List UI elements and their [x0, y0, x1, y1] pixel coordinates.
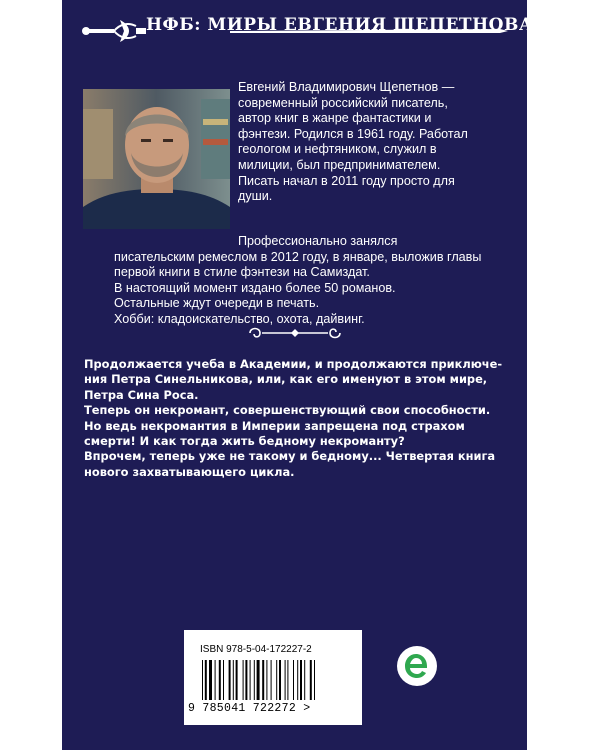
bio-line: милиции, был предпринимателем.	[238, 157, 441, 172]
bio-line: Евгений Владимирович Щепетнов —	[238, 80, 455, 94]
bio-line: Хобби: кладоискательство, охота, дайвинг.	[114, 311, 365, 326]
barcode-bar	[257, 660, 260, 700]
bio-line: автор книг в жанре фантастики и	[238, 111, 432, 126]
bio-line: современный российский писатель,	[238, 95, 448, 110]
annotation-line: Продолжается учеба в Академии, и продолжаются приключе-	[84, 357, 503, 371]
author-bio	[238, 80, 518, 205]
barcode-bar	[300, 660, 302, 700]
bio-line: писательским ремеслом в 2012 году, в январе, выложив главы	[114, 249, 482, 264]
annotation-line: ния Петра Синельникова, или, как его именуют в этом мире,	[84, 372, 488, 387]
barcode-bar	[219, 660, 221, 700]
barcode	[202, 660, 340, 700]
barcode-bar	[245, 660, 247, 700]
barcode-bar	[314, 660, 315, 700]
barcode-bar	[250, 660, 251, 700]
bio-line: души.	[238, 189, 273, 204]
isbn-barcode-block	[184, 630, 362, 725]
annotation-line: нового захватывающего цикла.	[84, 464, 295, 479]
annotation-line: Петра Сина Роса.	[84, 387, 199, 402]
barcode-bar	[297, 660, 298, 700]
barcode-bar	[243, 660, 244, 700]
barcode-bar	[271, 660, 272, 700]
series-banner	[62, 12, 534, 46]
barcode-digits: 9 785041 722272 >	[188, 702, 311, 715]
bio-line: Остальные ждут очереди в печать.	[114, 296, 320, 311]
bio-line: фэнтези. Родился в 1961 году. Работал	[238, 126, 468, 141]
barcode-bar	[304, 660, 305, 700]
bio-line: В настоящий момент издано более 50 романов.	[114, 280, 396, 295]
author-photo	[83, 89, 230, 229]
annotation-line: Впрочем, теперь уже не такому и бедному... Четвертая книга	[84, 449, 496, 464]
barcode-bar	[293, 660, 294, 700]
barcode-bar	[215, 660, 216, 700]
back-cover	[62, 0, 534, 750]
barcode-bar	[287, 660, 288, 700]
barcode-bar	[266, 660, 267, 700]
barcode-bar	[310, 660, 312, 700]
barcode-bar	[205, 660, 207, 700]
series-title: НФБ: МИРЫ ЕВГЕНИЯ ЩЕПЕТНОВА	[146, 15, 534, 35]
bio-line: геологом и нефтяником, служил в	[238, 142, 437, 157]
barcode-bar	[279, 660, 281, 700]
barcode-bar	[209, 660, 212, 700]
barcode-bar	[233, 660, 234, 700]
eksmo-logo-icon	[396, 645, 438, 687]
barcode-bar	[236, 660, 238, 700]
barcode-bar	[223, 660, 224, 700]
annotation-line: смерти! И как тогда жить бедному некроманту?	[84, 434, 405, 449]
barcode-bar	[229, 660, 231, 700]
barcode-bar	[276, 660, 277, 700]
isbn-label: ISBN 978-5-04-172227-2	[200, 644, 312, 655]
bio-line: первой книги в стиле фэнтези на Самиздат.	[114, 265, 370, 280]
annotation-line: Но ведь некромантия в Империи запрещена под страхом	[84, 418, 465, 433]
bio-line: Профессионально занялся	[238, 234, 398, 248]
author-bio-continued	[114, 234, 514, 328]
barcode-bar	[202, 660, 203, 700]
barcode-bar	[254, 660, 255, 700]
annotation-line: Теперь он некромант, совершенствующий свои способности.	[84, 403, 491, 418]
bio-line: Писать начал в 2011 году просто для	[238, 173, 455, 188]
barcode-bar	[262, 660, 264, 700]
barcode-bar	[285, 660, 286, 700]
ornament-divider-icon	[244, 324, 346, 342]
book-annotation	[84, 357, 514, 480]
